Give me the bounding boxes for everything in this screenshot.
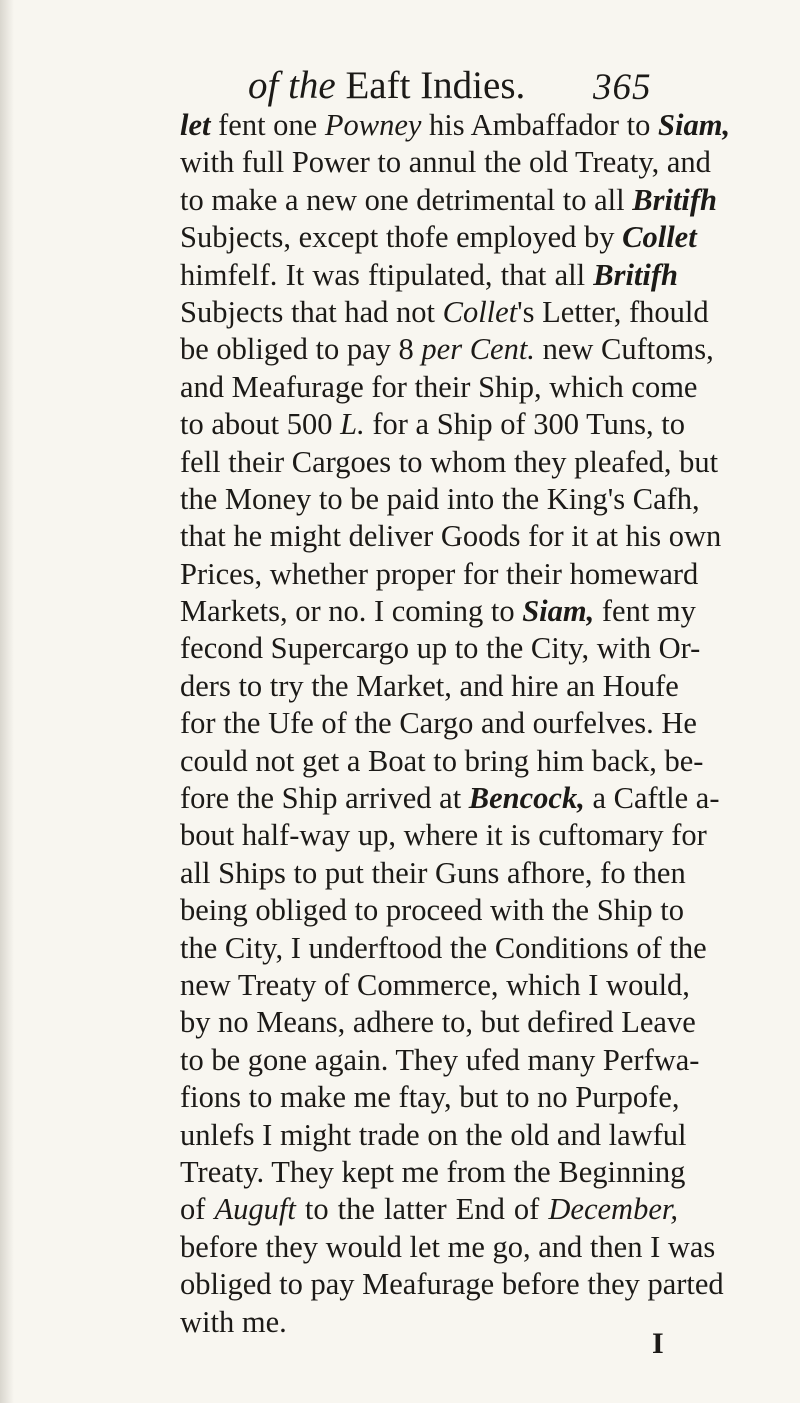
emphasized-text: Auguft <box>214 1192 296 1227</box>
text-run: fell their Cargoes to whom they pleafed, but <box>180 444 719 479</box>
text-run: new Treaty of Commerce, which I would, <box>180 967 690 1002</box>
emphasized-text: Britifh <box>632 182 718 217</box>
text-run: the City, I underftood the Conditions of the <box>180 930 707 965</box>
text-line <box>180 892 685 929</box>
emphasized-text: let <box>180 108 211 142</box>
text-run: be obliged to pay 8 <box>180 332 422 367</box>
text-line <box>180 481 700 518</box>
text-line <box>180 1191 678 1228</box>
text-line <box>180 294 709 331</box>
text-line <box>180 743 704 780</box>
text-run: Markets, or no. I coming to <box>180 594 523 629</box>
catchword: I <box>652 1327 664 1360</box>
text-line <box>180 518 722 555</box>
text-run: with me. <box>180 1304 287 1339</box>
text-run: and Meafurage for their Ship, which come <box>180 369 698 404</box>
text-line <box>180 1154 686 1191</box>
text-run: obliged to pay Meafurage before they parted <box>180 1267 724 1302</box>
text-run: all Ships to put their Guns afhore, fo then <box>180 855 686 890</box>
text-line <box>180 593 696 630</box>
text-line <box>180 1266 724 1303</box>
text-run: to make a new one detrimental to all <box>180 182 633 217</box>
text-line <box>180 182 718 219</box>
text-line <box>180 1304 678 1341</box>
text-run: fent my <box>594 594 696 629</box>
text-line <box>180 331 714 368</box>
text-line <box>180 257 678 294</box>
text-line <box>180 144 711 181</box>
text-line <box>180 444 719 481</box>
text-line <box>180 556 699 593</box>
text-line <box>180 817 707 854</box>
text-run: for the Ufe of the Cargo and ourfelves. He <box>180 706 697 741</box>
text-run: Treaty. They kept me from the Beginning <box>180 1154 686 1189</box>
text-run: ders to try the Market, and hire an Houfe <box>180 668 679 703</box>
text-line <box>180 930 707 967</box>
running-head <box>248 62 568 110</box>
text-line <box>180 107 731 144</box>
running-head-prefix: of the <box>248 64 336 107</box>
text-run: for a Ship of 300 Tuns, to <box>364 407 686 442</box>
text-run: with full Power to annul the old Treaty, and <box>180 145 711 180</box>
text-line <box>180 855 686 892</box>
running-head-title: Eaft Indies. <box>345 64 526 107</box>
page-number: 365 <box>593 67 652 108</box>
text-run: Subjects, except thofe employed by <box>180 220 623 255</box>
emphasized-text: Powney <box>324 108 422 142</box>
text-run: to the latter End of <box>295 1192 549 1227</box>
text-run: before they would let me go, and then I was <box>180 1229 716 1264</box>
text-line <box>180 967 690 1004</box>
emphasized-text: Siam, <box>522 594 595 629</box>
text-run: that he might deliver Goods for it at his own <box>180 519 722 554</box>
page-gutter-shadow <box>0 0 14 1403</box>
text-line <box>180 705 697 742</box>
text-run: himfelf. It was ftipulated, that all <box>180 257 594 292</box>
text-run: a Caftle a- <box>584 781 720 816</box>
text-run: by no Means, adhere to, but defired Leave <box>180 1005 696 1040</box>
text-run: bout half-way up, where it is cuftomary for <box>180 818 707 853</box>
text-line <box>180 406 686 443</box>
text-run: fore the Ship arrived at <box>180 781 469 816</box>
text-run: to be gone again. They ufed many Perfwa- <box>180 1042 700 1077</box>
body-text <box>180 107 731 1341</box>
emphasized-text: L. <box>340 407 365 442</box>
text-run: fent one <box>210 108 325 142</box>
text-line <box>180 1004 696 1041</box>
text-run: being obliged to proceed with the Ship to <box>180 893 685 928</box>
emphasized-text: December, <box>548 1192 678 1227</box>
text-line <box>180 780 720 817</box>
text-run: fions to make me ftay, but to no Purpofe, <box>180 1080 680 1115</box>
text-line <box>180 1229 716 1266</box>
text-line <box>180 630 701 667</box>
text-run: fecond Supercargo up to the City, with Or- <box>180 631 701 666</box>
emphasized-text: Siam, <box>658 108 731 142</box>
text-run: unlefs I might trade on the old and lawful <box>180 1117 687 1152</box>
text-run: Prices, whether proper for their homeward <box>180 556 699 591</box>
text-line <box>180 369 698 406</box>
text-run: could not get a Boat to bring him back, be- <box>180 743 704 778</box>
text-run: the Money to be paid into the King's Cafh, <box>180 481 700 516</box>
text-run: Subjects that had not <box>180 294 443 329</box>
text-line <box>180 1042 700 1079</box>
text-run: 's Letter, fhould <box>517 294 709 329</box>
text-run: new Cuftoms, <box>534 332 714 367</box>
emphasized-text: Collet <box>622 220 697 255</box>
text-line <box>180 1117 687 1154</box>
emphasized-text: Collet <box>442 294 518 329</box>
text-run: of <box>180 1192 215 1227</box>
emphasized-text: per Cent. <box>421 332 535 367</box>
text-run: to about 500 <box>180 407 341 442</box>
text-line <box>180 668 678 705</box>
text-run: his Ambaffador to <box>421 108 659 142</box>
text-line <box>180 1079 678 1116</box>
emphasized-text: Britifh <box>593 257 678 292</box>
text-line <box>180 219 697 256</box>
emphasized-text: Bencock, <box>468 781 585 816</box>
